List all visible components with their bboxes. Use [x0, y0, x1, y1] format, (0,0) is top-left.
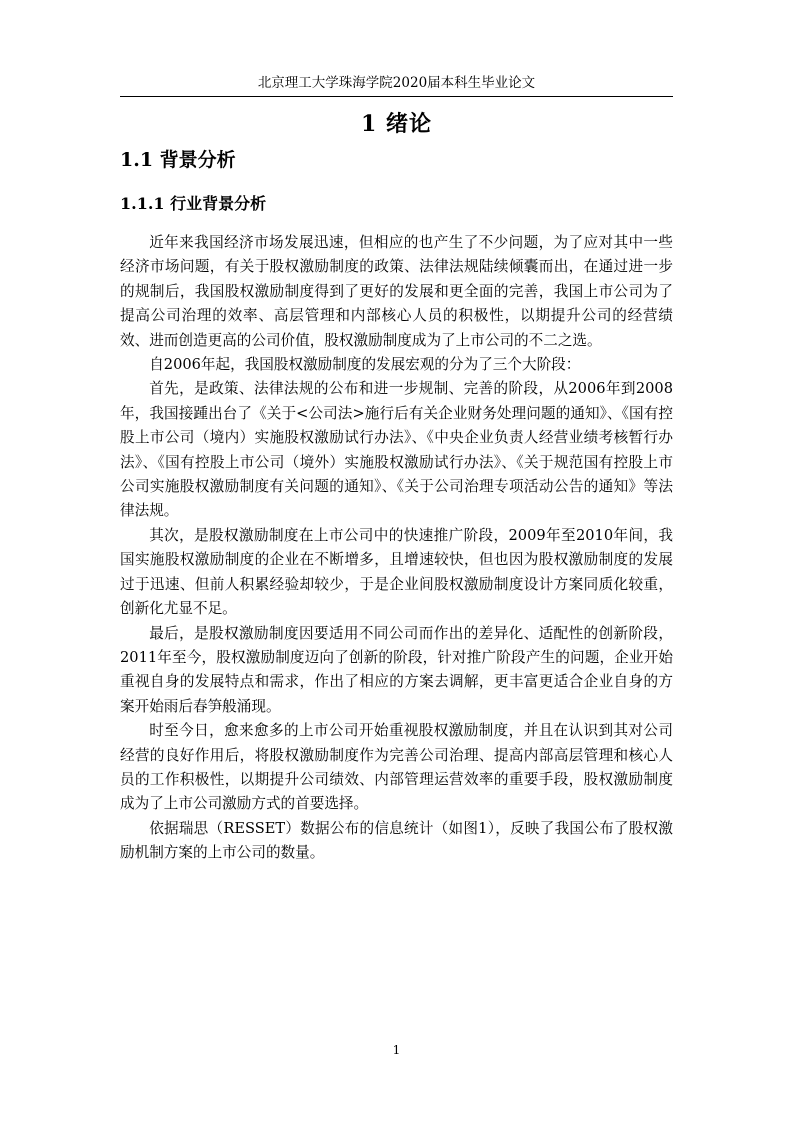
subsection-title: 1.1.1 行业背景分析: [120, 194, 267, 213]
paragraph: 近年来我国经济市场发展迅速，但相应的也产生了不少问题，为了应对其中一些经济市场问题，有关于股权激励制度的政策、法律法规陆续倾囊而出，在通过进一步的规制后，我国股权激励制度得到了更好的发展和更全面的完善，我国上市公司为了提高公司治理的效率、高层管理和内部核心人员的积极性，以期提升公司的经营绩效、进而创造更高的公司价值，股权激励制度成为了上市公司的不二之选。: [120, 234, 673, 349]
paragraph: 时至今日，愈来愈多的上市公司开始重视股权激励制度，并且在认识到其对公司经营的良好作用后，将股权激励制度作为完善公司治理、提高内部高层管理和核心人员的工作积极性，以期提升公司绩效、内部管理运营效率的重要手段，股权激励制度成为了上市公司激励方式的首要选择。: [120, 722, 673, 813]
paragraph: 自2006年起，我国股权激励制度的发展宏观的分为了三个大阶段：: [149, 356, 581, 374]
paragraph: 依据瑞思（RESSET）数据公布的信息统计（如图1），反映了我国公布了股权激励机制方案的上市公司的数量。: [120, 819, 673, 862]
paragraph: 首先，是政策、法律法规的公布和进一步规制、完善的阶段，从2006年到2008年，我国接踵出台了《关于<公司法>施行后有关企业财务处理问题的通知》、《国有控股上市公司（境内）实施股权激励试行办法》、《中央企业负责人经营业绩考核暂行办法》、《国有控股上市公司（境外）实施股权激励试行办法》、《关于规范国有控股上市公司实施股权激励制度有关问题的通知》、《关于公司治理专项活动公告的通知》等法律法规。: [120, 380, 673, 520]
body-text: [120, 231, 673, 866]
running-header: [120, 74, 673, 97]
chapter-title: 1 绪论: [361, 111, 432, 137]
paragraph: 最后，是股权激励制度因要适用不同公司而作出的差异化、适配性的创新阶段，2011年至今，股权激励制度迈向了创新的阶段，针对推广阶段产生的问题，企业开始重视自身的发展特点和需求，作出了相应的方案去调解，更丰富更适合企业自身的方案开始雨后春笋般涌现。: [120, 624, 673, 715]
paragraph: 其次，是股权激励制度在上市公司中的快速推广阶段，2009年至2010年间，我国实施股权激励制度的企业在不断增多，且增速较快，但也因为股权激励制度的发展过于迅速、但前人积累经验却较少，于是企业间股权激励制度设计方案同质化较重，创新化尤显不足。: [120, 526, 673, 618]
section-title: 1.1 背景分析: [120, 149, 236, 171]
running-header-title: 北京理工大学珠海学院2020届本科生毕业论文: [257, 75, 536, 91]
page-number: 1: [392, 1043, 401, 1057]
